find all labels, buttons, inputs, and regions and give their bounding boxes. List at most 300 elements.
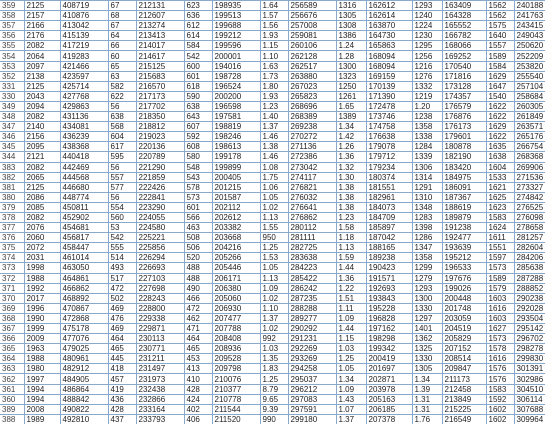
row-index-cell[interactable]: 363: [0, 364, 24, 374]
table-cell[interactable]: 193843: [366, 293, 412, 303]
table-cell[interactable]: 1284: [412, 142, 442, 152]
table-cell[interactable]: 224055: [136, 212, 184, 222]
table-cell[interactable]: 174357: [442, 91, 486, 101]
table-cell[interactable]: 601: [184, 71, 212, 81]
table-cell[interactable]: 1.13: [260, 212, 288, 222]
table-cell[interactable]: 1.25: [260, 374, 288, 384]
table-cell[interactable]: 193639: [442, 243, 486, 253]
table-cell[interactable]: 1551: [486, 243, 514, 253]
table-cell[interactable]: 176579: [442, 101, 486, 111]
table-cell[interactable]: 257104: [514, 81, 545, 91]
table-cell[interactable]: 287288: [514, 273, 545, 283]
table-cell[interactable]: 1401: [412, 324, 442, 334]
row-index-cell[interactable]: 379: [0, 202, 24, 212]
table-cell[interactable]: 218812: [136, 122, 184, 132]
table-cell[interactable]: 53: [108, 223, 136, 233]
table-cell[interactable]: 260106: [288, 41, 336, 51]
table-cell[interactable]: 212131: [136, 1, 184, 11]
table-cell[interactable]: 1.35: [260, 354, 288, 364]
table-cell[interactable]: 1306: [412, 162, 442, 172]
table-cell[interactable]: 232438: [136, 384, 184, 394]
table-cell[interactable]: 1224: [412, 21, 442, 31]
table-cell[interactable]: 506: [184, 243, 212, 253]
table-cell[interactable]: 208408: [212, 334, 260, 344]
table-cell[interactable]: 272386: [288, 152, 336, 162]
table-cell[interactable]: 1.37: [260, 313, 288, 323]
table-cell[interactable]: 230771: [136, 344, 184, 354]
table-cell[interactable]: 182961: [366, 192, 412, 202]
table-cell[interactable]: 1.11: [336, 303, 366, 313]
row-index-cell[interactable]: 373: [0, 263, 24, 273]
table-cell[interactable]: 1.56: [260, 21, 288, 31]
table-cell[interactable]: 257008: [288, 21, 336, 31]
table-cell[interactable]: 452902: [60, 212, 108, 222]
table-cell[interactable]: 1330: [412, 303, 442, 313]
table-cell[interactable]: 243415: [514, 21, 545, 31]
table-cell[interactable]: 2031: [24, 253, 60, 263]
table-cell[interactable]: 542: [184, 51, 212, 61]
table-cell[interactable]: 211173: [442, 374, 486, 384]
table-cell[interactable]: 215125: [136, 61, 184, 71]
table-cell[interactable]: 200419: [366, 354, 412, 364]
table-cell[interactable]: 1640: [486, 31, 514, 41]
table-cell[interactable]: 2072: [24, 243, 60, 253]
row-index-cell[interactable]: 368: [0, 313, 24, 323]
table-cell[interactable]: 271136: [288, 142, 336, 152]
table-cell[interactable]: 1.46: [260, 132, 288, 142]
table-cell[interactable]: 273042: [288, 162, 336, 172]
table-cell[interactable]: 296702: [514, 334, 545, 344]
table-cell[interactable]: 276641: [288, 202, 336, 212]
table-cell[interactable]: 1616: [486, 303, 514, 313]
table-cell[interactable]: 202112: [212, 202, 260, 212]
table-cell[interactable]: 2125: [24, 1, 60, 11]
table-cell[interactable]: 470867: [60, 303, 108, 313]
table-cell[interactable]: 1998: [24, 263, 60, 273]
table-cell[interactable]: 425714: [60, 81, 108, 91]
table-cell[interactable]: 164730: [366, 31, 412, 41]
table-cell[interactable]: 638: [108, 112, 136, 122]
table-cell[interactable]: 590: [184, 91, 212, 101]
table-cell[interactable]: 1621: [486, 182, 514, 192]
table-cell[interactable]: 1602: [486, 414, 514, 424]
table-cell[interactable]: 1.03: [336, 344, 366, 354]
table-cell[interactable]: 488: [184, 273, 212, 283]
row-index-cell[interactable]: 388: [0, 414, 24, 424]
table-cell[interactable]: 267023: [288, 81, 336, 91]
table-cell[interactable]: 203978: [366, 384, 412, 394]
table-cell[interactable]: 1279: [412, 273, 442, 283]
table-cell[interactable]: 304510: [514, 384, 545, 394]
table-cell[interactable]: 1362: [412, 334, 442, 344]
table-cell[interactable]: 207152: [442, 344, 486, 354]
table-cell[interactable]: 198728: [212, 71, 260, 81]
table-cell[interactable]: 1.42: [336, 132, 366, 142]
table-cell[interactable]: 260305: [514, 101, 545, 111]
table-cell[interactable]: 188165: [366, 243, 412, 253]
table-cell[interactable]: 1.36: [336, 273, 366, 283]
table-cell[interactable]: 479025: [60, 344, 108, 354]
table-cell[interactable]: 1.08: [260, 162, 288, 172]
table-cell[interactable]: 1584: [486, 61, 514, 71]
table-cell[interactable]: 1.05: [336, 364, 366, 374]
table-cell[interactable]: 431136: [60, 112, 108, 122]
row-index-cell[interactable]: 331: [0, 81, 24, 91]
table-cell[interactable]: 197162: [366, 324, 412, 334]
table-cell[interactable]: 465: [184, 344, 212, 354]
table-cell[interactable]: 436: [108, 394, 136, 404]
table-cell[interactable]: 168066: [442, 41, 486, 51]
table-cell[interactable]: 298278: [514, 344, 545, 354]
table-cell[interactable]: 205163: [366, 394, 412, 404]
table-cell[interactable]: 472868: [60, 313, 108, 323]
table-cell[interactable]: 1.64: [260, 1, 288, 11]
table-cell[interactable]: 165863: [366, 41, 412, 51]
table-cell[interactable]: 213274: [136, 21, 184, 31]
table-cell[interactable]: 643: [184, 112, 212, 122]
table-cell[interactable]: 1589: [486, 273, 514, 283]
table-cell[interactable]: 1.02: [260, 202, 288, 212]
table-cell[interactable]: 299180: [288, 414, 336, 424]
table-cell[interactable]: 1562: [486, 1, 514, 11]
table-cell[interactable]: 1330: [412, 354, 442, 364]
row-index-cell[interactable]: 364: [0, 354, 24, 364]
table-cell[interactable]: 227698: [136, 283, 184, 293]
table-cell[interactable]: 2060: [24, 233, 60, 243]
table-cell[interactable]: 162614: [366, 11, 412, 21]
table-cell[interactable]: 488842: [60, 394, 108, 404]
table-cell[interactable]: 285638: [514, 263, 545, 273]
table-cell[interactable]: 179712: [366, 152, 412, 162]
table-cell[interactable]: 216570: [136, 81, 184, 91]
table-cell[interactable]: 190423: [366, 263, 412, 273]
table-cell[interactable]: 293269: [288, 354, 336, 364]
table-cell[interactable]: 1308: [336, 21, 366, 31]
table-cell[interactable]: 268368: [514, 152, 545, 162]
row-index-cell[interactable]: 372: [0, 273, 24, 283]
table-cell[interactable]: 1624: [486, 223, 514, 233]
row-index-cell[interactable]: 359: [0, 1, 24, 11]
row-index-cell[interactable]: 366: [0, 334, 24, 344]
table-cell[interactable]: 1250: [336, 81, 366, 91]
table-cell[interactable]: 269906: [514, 162, 545, 172]
table-cell[interactable]: 309964: [514, 414, 545, 424]
row-index-cell[interactable]: 381: [0, 182, 24, 192]
table-cell[interactable]: 1.46: [260, 152, 288, 162]
table-cell[interactable]: 1533: [486, 172, 514, 182]
table-cell[interactable]: 472: [184, 303, 212, 313]
table-cell[interactable]: 2086: [24, 192, 60, 202]
table-cell[interactable]: 207477: [212, 313, 260, 323]
table-cell[interactable]: 196524: [212, 81, 260, 91]
table-cell[interactable]: 582: [108, 81, 136, 91]
table-cell[interactable]: 1300: [336, 61, 366, 71]
table-cell[interactable]: 1.40: [260, 112, 288, 122]
table-cell[interactable]: 508: [184, 233, 212, 243]
table-cell[interactable]: 215225: [442, 404, 486, 414]
table-cell[interactable]: 290292: [288, 324, 336, 334]
table-cell[interactable]: 1638: [486, 152, 514, 162]
table-cell[interactable]: 219023: [136, 132, 184, 142]
row-index-cell[interactable]: 383: [0, 162, 24, 172]
table-cell[interactable]: 1316: [336, 1, 366, 11]
table-cell[interactable]: 1300: [412, 293, 442, 303]
table-cell[interactable]: 265823: [288, 91, 336, 101]
table-cell[interactable]: 229338: [136, 313, 184, 323]
table-cell[interactable]: 276862: [288, 212, 336, 222]
table-cell[interactable]: 194016: [212, 61, 260, 71]
table-cell[interactable]: 1557: [486, 41, 514, 51]
table-cell[interactable]: 168094: [366, 51, 412, 61]
table-cell[interactable]: 269238: [288, 122, 336, 132]
table-cell[interactable]: 179601: [442, 132, 486, 142]
table-cell[interactable]: 1990: [24, 313, 60, 323]
table-cell[interactable]: 1.34: [412, 374, 442, 384]
table-cell[interactable]: 221290: [136, 162, 184, 172]
table-cell[interactable]: 200448: [442, 293, 486, 303]
table-cell[interactable]: 1339: [412, 152, 442, 162]
table-cell[interactable]: 192477: [442, 233, 486, 243]
table-cell[interactable]: 1358: [412, 253, 442, 263]
table-cell[interactable]: 214617: [136, 51, 184, 61]
table-cell[interactable]: 618: [184, 81, 212, 91]
table-cell[interactable]: 1576: [486, 374, 514, 384]
table-cell[interactable]: 255540: [514, 71, 545, 81]
table-cell[interactable]: 469: [108, 303, 136, 313]
table-cell[interactable]: 1.30: [336, 172, 366, 182]
row-index-cell[interactable]: 374: [0, 253, 24, 263]
table-cell[interactable]: 200405: [212, 172, 260, 182]
table-cell[interactable]: 189238: [366, 253, 412, 263]
table-cell[interactable]: 174758: [366, 122, 412, 132]
table-cell[interactable]: 209528: [212, 354, 260, 364]
table-cell[interactable]: 276032: [288, 192, 336, 202]
row-index-cell[interactable]: 362: [0, 374, 24, 384]
table-cell[interactable]: 1.02: [260, 293, 288, 303]
table-cell[interactable]: 199899: [212, 162, 260, 172]
table-cell[interactable]: 1.09: [336, 384, 366, 394]
table-cell[interactable]: 179234: [366, 162, 412, 172]
table-cell[interactable]: 1604: [486, 162, 514, 172]
table-cell[interactable]: 266754: [514, 142, 545, 152]
table-cell[interactable]: 480961: [60, 354, 108, 364]
table-cell[interactable]: 203382: [212, 223, 260, 233]
table-cell[interactable]: 216549: [442, 414, 486, 424]
table-cell[interactable]: 231497: [136, 364, 184, 374]
table-cell[interactable]: 207788: [212, 324, 260, 334]
table-cell[interactable]: 464: [108, 334, 136, 344]
table-cell[interactable]: 1.09: [260, 283, 288, 293]
table-cell[interactable]: 453: [184, 354, 212, 364]
row-index-cell[interactable]: 367: [0, 324, 24, 334]
table-cell[interactable]: 2121: [24, 152, 60, 162]
table-cell[interactable]: 1611: [486, 233, 514, 243]
table-cell[interactable]: 1348: [412, 202, 442, 212]
table-cell[interactable]: 217173: [136, 91, 184, 101]
table-cell[interactable]: 638: [184, 101, 212, 111]
table-cell[interactable]: 200200: [212, 91, 260, 101]
table-cell[interactable]: 437: [108, 414, 136, 424]
table-cell[interactable]: 557: [108, 172, 136, 182]
table-cell[interactable]: 554: [108, 202, 136, 212]
table-cell[interactable]: 434081: [60, 122, 108, 132]
table-cell[interactable]: 415139: [60, 31, 108, 41]
table-cell[interactable]: 406: [184, 414, 212, 424]
table-cell[interactable]: 306114: [514, 394, 545, 404]
table-cell[interactable]: 1.05: [260, 263, 288, 273]
row-index-cell[interactable]: 347: [0, 122, 24, 132]
table-cell[interactable]: 228800: [136, 303, 184, 313]
table-cell[interactable]: 64: [108, 31, 136, 41]
table-cell[interactable]: 617: [108, 142, 136, 152]
table-cell[interactable]: 63: [108, 71, 136, 81]
table-cell[interactable]: 543: [184, 172, 212, 182]
table-cell[interactable]: 457: [108, 374, 136, 384]
table-cell[interactable]: 1.38: [336, 182, 366, 192]
table-cell[interactable]: 1.65: [336, 101, 366, 111]
table-cell[interactable]: 284206: [514, 253, 545, 263]
table-cell[interactable]: 1627: [486, 324, 514, 334]
table-cell[interactable]: 262128: [288, 51, 336, 61]
table-cell[interactable]: 413042: [60, 21, 108, 31]
table-cell[interactable]: 1347: [412, 243, 442, 253]
table-cell[interactable]: 287235: [288, 293, 336, 303]
table-cell[interactable]: 1622: [486, 132, 514, 142]
table-cell[interactable]: 2043: [24, 91, 60, 101]
table-cell[interactable]: 1988: [24, 273, 60, 283]
table-cell[interactable]: 191571: [366, 273, 412, 283]
table-cell[interactable]: 614: [184, 31, 212, 41]
table-cell[interactable]: 1.53: [260, 253, 288, 263]
table-cell[interactable]: 1.20: [412, 101, 442, 111]
table-cell[interactable]: 201748: [442, 303, 486, 313]
table-cell[interactable]: 2140: [24, 122, 60, 132]
table-cell[interactable]: 990: [260, 414, 288, 424]
table-cell[interactable]: 56: [108, 192, 136, 202]
table-cell[interactable]: 206380: [212, 283, 260, 293]
table-cell[interactable]: 307688: [514, 404, 545, 414]
table-cell[interactable]: 1.55: [260, 223, 288, 233]
table-cell[interactable]: 568: [108, 122, 136, 132]
table-cell[interactable]: 1.31: [412, 394, 442, 404]
table-cell[interactable]: 2097: [24, 61, 60, 71]
table-cell[interactable]: 418: [108, 364, 136, 374]
table-cell[interactable]: 256676: [288, 11, 336, 21]
table-cell[interactable]: 1.93: [260, 31, 288, 41]
table-cell[interactable]: 176173: [442, 122, 486, 132]
row-index-cell[interactable]: 360: [0, 394, 24, 404]
table-cell[interactable]: 1576: [486, 364, 514, 374]
table-cell[interactable]: 555: [108, 243, 136, 253]
row-index-cell[interactable]: 380: [0, 192, 24, 202]
table-cell[interactable]: 205829: [442, 334, 486, 344]
table-cell[interactable]: 184975: [442, 172, 486, 182]
table-cell[interactable]: 296212: [288, 384, 336, 394]
table-cell[interactable]: 256589: [288, 1, 336, 11]
row-index-cell[interactable]: 371: [0, 283, 24, 293]
table-cell[interactable]: 1647: [486, 81, 514, 91]
table-cell[interactable]: 1297: [412, 313, 442, 323]
table-cell[interactable]: 209847: [442, 364, 486, 374]
table-cell[interactable]: 198935: [212, 1, 260, 11]
table-cell[interactable]: 1623: [486, 202, 514, 212]
table-cell[interactable]: 226693: [136, 263, 184, 273]
table-cell[interactable]: 274117: [288, 172, 336, 182]
table-cell[interactable]: 169252: [442, 51, 486, 61]
table-cell[interactable]: 273327: [514, 182, 545, 192]
table-cell[interactable]: 608: [184, 142, 212, 152]
table-cell[interactable]: 1.34: [336, 374, 366, 384]
table-cell[interactable]: 2064: [24, 51, 60, 61]
table-cell[interactable]: 199596: [212, 41, 260, 51]
table-cell[interactable]: 408719: [60, 1, 108, 11]
table-cell[interactable]: 220789: [136, 152, 184, 162]
table-cell[interactable]: 1.03: [260, 344, 288, 354]
table-cell[interactable]: 199026: [442, 283, 486, 293]
table-cell[interactable]: 182190: [442, 152, 486, 162]
table-cell[interactable]: 2082: [24, 162, 60, 172]
table-cell[interactable]: 263880: [288, 71, 336, 81]
table-cell[interactable]: 232866: [136, 394, 184, 404]
table-cell[interactable]: 265176: [514, 132, 545, 142]
table-cell[interactable]: 1963: [24, 344, 60, 354]
table-cell[interactable]: 466: [184, 293, 212, 303]
table-cell[interactable]: 448774: [60, 192, 108, 202]
table-cell[interactable]: 199178: [212, 152, 260, 162]
table-cell[interactable]: 66: [108, 41, 136, 51]
table-cell[interactable]: 214017: [136, 41, 184, 51]
table-cell[interactable]: 171390: [366, 91, 412, 101]
table-cell[interactable]: 212458: [442, 384, 486, 394]
table-cell[interactable]: 1562: [486, 11, 514, 21]
table-cell[interactable]: 1622: [486, 112, 514, 122]
table-cell[interactable]: 1.28: [336, 51, 366, 61]
table-cell[interactable]: 2176: [24, 31, 60, 41]
table-cell[interactable]: 278658: [514, 223, 545, 233]
table-cell[interactable]: 1293: [412, 283, 442, 293]
table-cell[interactable]: 201215: [212, 182, 260, 192]
table-cell[interactable]: 2082: [24, 212, 60, 222]
table-cell[interactable]: 424: [184, 394, 212, 404]
table-cell[interactable]: 1.25: [336, 354, 366, 364]
table-cell[interactable]: 1.34: [336, 122, 366, 132]
table-cell[interactable]: 1305: [412, 364, 442, 374]
table-cell[interactable]: 2008: [24, 404, 60, 414]
table-cell[interactable]: 233164: [136, 404, 184, 414]
table-cell[interactable]: 250620: [514, 41, 545, 51]
table-cell[interactable]: 1230: [412, 31, 442, 41]
table-cell[interactable]: 184709: [366, 212, 412, 222]
table-cell[interactable]: 225221: [136, 233, 184, 243]
table-cell[interactable]: 252209: [514, 51, 545, 61]
table-cell[interactable]: 198819: [212, 122, 260, 132]
table-cell[interactable]: 213413: [136, 31, 184, 41]
table-cell[interactable]: 281111: [288, 233, 336, 243]
table-cell[interactable]: 211544: [212, 404, 260, 414]
table-cell[interactable]: 199212: [212, 31, 260, 41]
table-cell[interactable]: 580: [184, 152, 212, 162]
row-index-cell[interactable]: 358: [0, 11, 24, 21]
table-cell[interactable]: 169159: [366, 71, 412, 81]
row-index-cell[interactable]: 370: [0, 293, 24, 303]
table-cell[interactable]: 623: [184, 1, 212, 11]
table-cell[interactable]: 542: [108, 233, 136, 243]
table-cell[interactable]: 203059: [442, 313, 486, 323]
table-cell[interactable]: 601: [184, 202, 212, 212]
table-cell[interactable]: 206930: [212, 303, 260, 313]
table-cell[interactable]: 202871: [366, 374, 412, 384]
table-cell[interactable]: 1.06: [260, 182, 288, 192]
